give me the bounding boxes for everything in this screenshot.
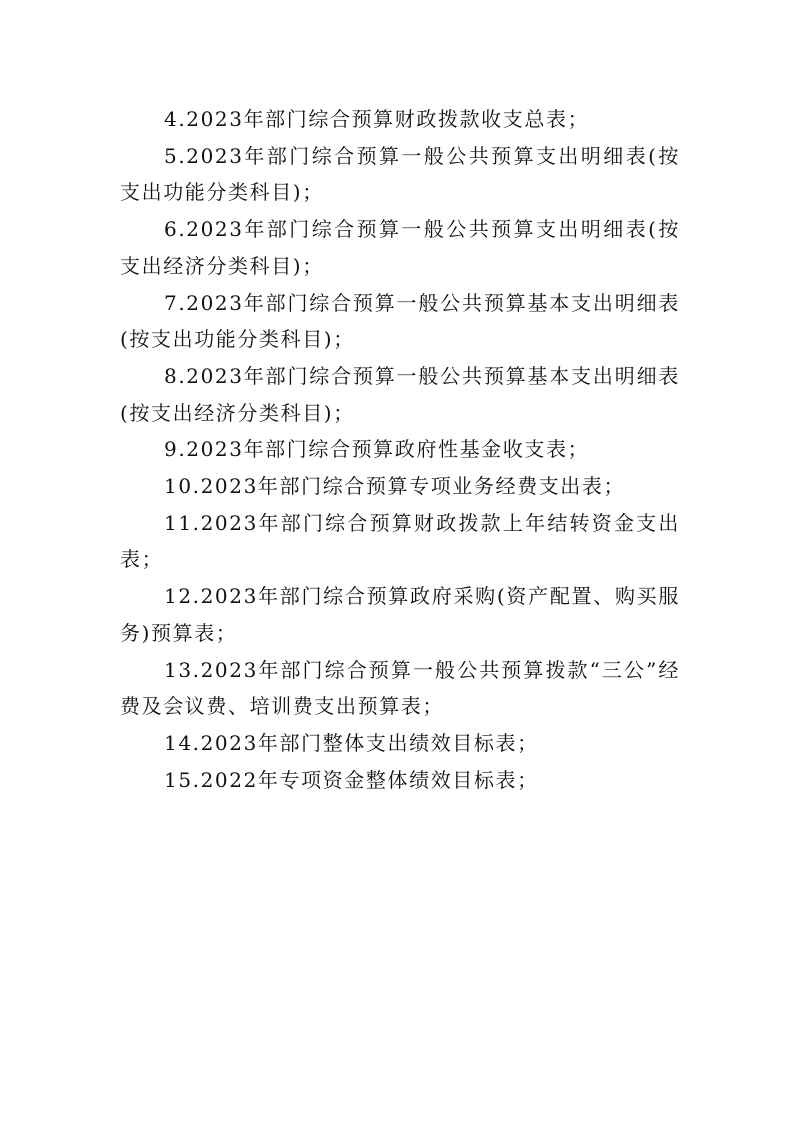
list-item: 13.2023年部门综合预算一般公共预算拨款“三公”经费及会议费、培训费支出预算表； (120, 657, 680, 719)
list-item: 12.2023年部门综合预算政府采购(资产配置、购买服务)预算表； (120, 584, 680, 645)
list-item: 15.2022年专项资金整体绩效目标表； (164, 767, 539, 792)
list-item: 11.2023年部门综合预算财政拨款上年结转资金支出表； (120, 510, 680, 572)
attachment-list (120, 101, 680, 798)
list-item: 14.2023年部门整体支出绩效目标表； (164, 730, 539, 755)
list-item: 4.2023年部门综合预算财政拨款收支总表； (164, 107, 590, 131)
list-item: 9.2023年部门综合预算政府性基金收支表； (164, 437, 590, 462)
list-item: 6.2023年部门综合预算一般公共预算支出明细表(按支出经济分类科目)； (120, 217, 680, 278)
list-item: 5.2023年部门综合预算一般公共预算支出明细表(按支出功能分类科目)； (120, 143, 680, 205)
list-item: 7.2023年部门综合预算一般公共预算基本支出明细表(按支出功能分类科目)； (120, 290, 680, 352)
list-item: 8.2023年部门综合预算一般公共预算基本支出明细表(按支出经济分类科目)； (120, 363, 680, 425)
list-item: 10.2023年部门综合预算专项业务经费支出表； (164, 474, 626, 499)
